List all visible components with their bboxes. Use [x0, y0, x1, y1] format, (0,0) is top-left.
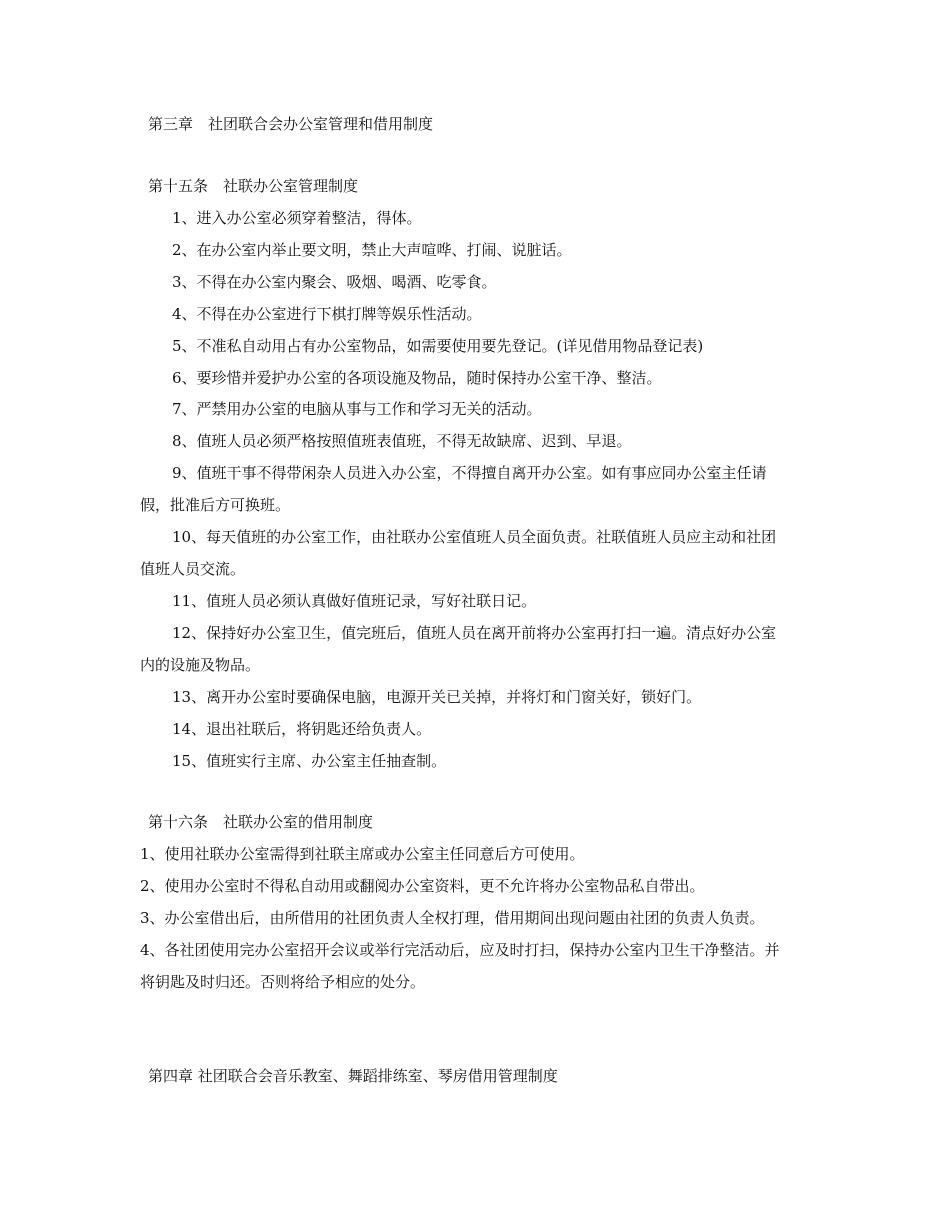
- article-15-item-10-continued: 值班人员交流。: [140, 560, 246, 578]
- article-16-item-3: 3、办公室借出后，由所借用的社团负责人全权打理，借用期间出现问题由社团的负责人负责。: [140, 909, 765, 927]
- chapter-3-heading: 第三章 社团联合会办公室管理和借用制度: [148, 115, 434, 133]
- article-15-item-13: 13、离开办公室时要确保电脑，电源开关已关掉，并将灯和门窗关好，锁好门。: [172, 688, 702, 706]
- article-16-item-4: 4、各社团使用完办公室招开会议或举行完活动后，应及时打扫，保持办公室内卫生干净整洁。并: [140, 941, 780, 959]
- article-16-item-2: 2、使用办公室时不得私自动用或翻阅办公室资料，更不允许将办公室物品私自带出。: [140, 877, 705, 895]
- article-16-item-1: 1、使用社联办公室需得到社联主席或办公室主任同意后方可使用。: [140, 845, 585, 863]
- article-16-title: 第十六条 社联办公室的借用制度: [148, 813, 374, 831]
- article-15-item-5: 5、不准私自动用占有办公室物品，如需要使用要先登记。(详见借用物品登记表): [172, 337, 704, 355]
- article-15-item-9: 9、值班干事不得带闲杂人员进入办公室，不得擅自离开办公室。如有事应同办公室主任请: [172, 464, 767, 482]
- article-15-title: 第十五条 社联办公室管理制度: [148, 177, 359, 195]
- article-15-item-12-continued: 内的设施及物品。: [140, 656, 261, 674]
- article-15-item-10: 10、每天值班的办公室工作，由社联办公室值班人员全面负责。社联值班人员应主动和社团: [172, 528, 777, 546]
- article-15-item-9-continued: 假，批准后方可换班。: [140, 496, 291, 514]
- article-15-item-6: 6、要珍惜并爱护办公室的各项设施及物品，随时保持办公室干净、整洁。: [172, 369, 662, 387]
- article-15-item-11: 11、值班人员必须认真做好值班记录，写好社联日记。: [172, 592, 537, 610]
- article-15-item-1: 1、进入办公室必须穿着整洁，得体。: [172, 209, 422, 227]
- article-15-item-4: 4、不得在办公室进行下棋打牌等娱乐性活动。: [172, 305, 482, 323]
- article-15-item-2: 2、在办公室内举止要文明，禁止大声喧哗、打闹、说脏话。: [172, 241, 572, 259]
- article-15-item-7: 7、严禁用办公室的电脑从事与工作和学习无关的活动。: [172, 400, 542, 418]
- article-15-item-14: 14、退出社联后，将钥匙还给负责人。: [172, 720, 432, 738]
- chapter-4-heading: 第四章 社团联合会音乐教室、舞蹈排练室、琴房借用管理制度: [148, 1067, 558, 1085]
- article-16-item-4-continued: 将钥匙及时归还。否则将给予相应的处分。: [140, 973, 426, 991]
- article-15-item-8: 8、值班人员必须严格按照值班表值班，不得无故缺席、迟到、早退。: [172, 432, 632, 450]
- article-15-item-12: 12、保持好办公室卫生，值完班后，值班人员在离开前将办公室再打扫一遍。清点好办公室: [172, 624, 777, 642]
- article-15-item-15: 15、值班实行主席、办公室主任抽查制。: [172, 752, 447, 770]
- article-15-item-3: 3、不得在办公室内聚会、吸烟、喝酒、吃零食。: [172, 273, 497, 291]
